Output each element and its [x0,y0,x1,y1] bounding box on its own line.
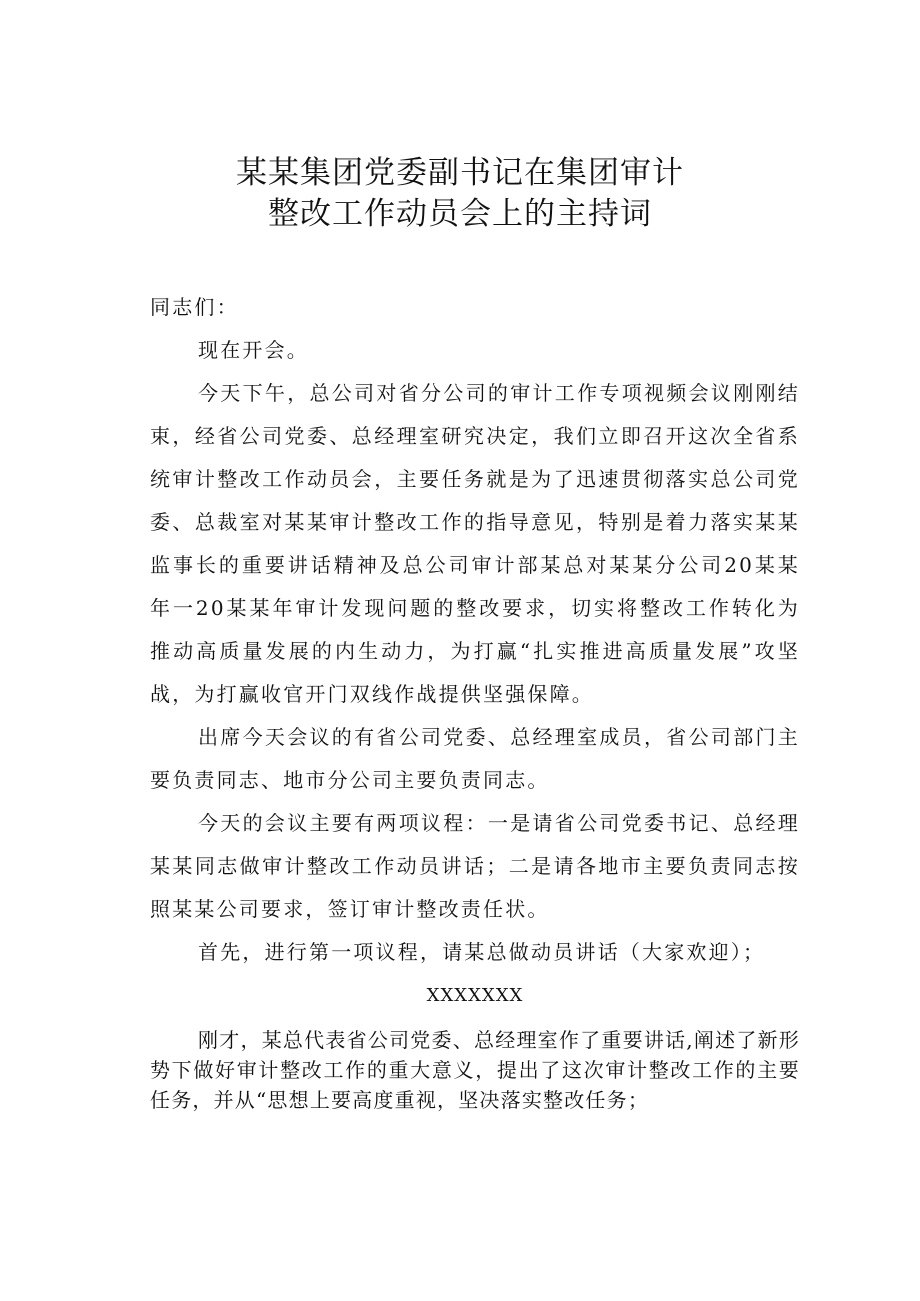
title-line-2: 整改工作动员会上的主持词 [268,196,652,232]
document-title [0,153,920,235]
salutation: 同志们： [150,295,239,319]
paragraph-background: 今天下午，总公司对省分公司的审计工作专项视频会议刚刚结束，经省公司党委、总经理室研究决定，我们立即召开这次全省系统审计整改工作动员会，主要任务就是为了迅速贯彻落实总公司党委、总裁室对某某审计整改工作的指导意见，特别是着力落实某某监事长的重要讲话精神及总公司审计部某总对某某分公司20某某年一20某某年审计发现问题的整改要求，切实将整改工作转化为推动高质量发展的内生动力，为打赢“扎实推进高质量发展”攻坚战，为打赢收官开门双线作战提供坚强保障。 [150,381,800,706]
speech-placeholder: XXXXXXX [426,985,524,1006]
paragraph-open-meeting: 现在开会。 [198,338,309,362]
paragraph-agenda: 今天的会议主要有两项议程：一是请省公司党委书记、总经理某某同志做审计整改工作动员讲话；二是请各地市主要负责同志按照某某公司要求，签订审计整改责任状。 [150,811,800,921]
document-body [150,286,800,1115]
paragraph-attendees: 出席今天会议的有省公司党委、总经理室成员，省公司部门主要负责同志、地市分公司主要负责同志。 [150,725,800,792]
title-line-1: 某某集团党委副书记在集团审计 [236,155,684,191]
paragraph-first-item: 首先，进行第一项议程，请某总做动员讲话（大家欢迎）； [198,940,766,964]
paragraph-summary: 刚才，某总代表省公司党委、总经理室作了重要讲话,阐述了新形势下做好审计整改工作的重大意义，提出了这次审计整改工作的主要任务，并从“思想上要高度重视，坚决落实整改任务； [150,1028,800,1112]
